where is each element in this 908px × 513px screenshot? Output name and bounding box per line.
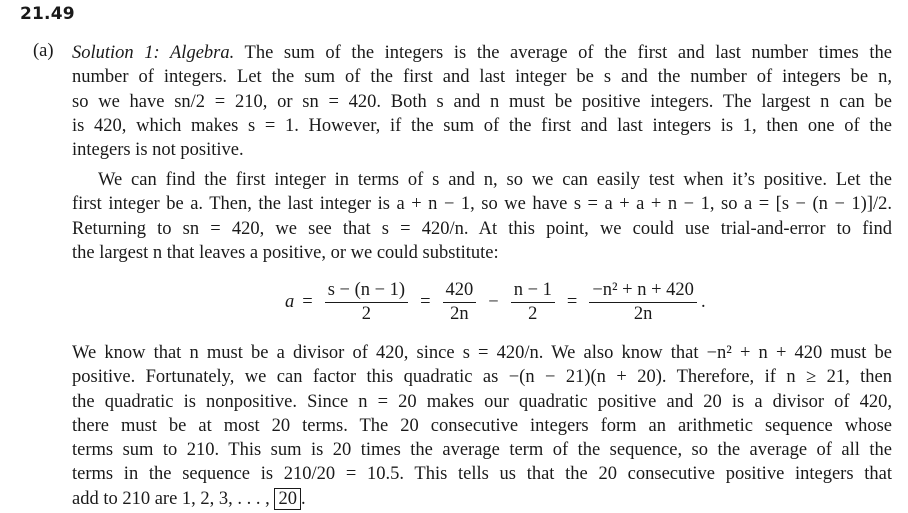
equation-period: . (700, 292, 706, 312)
fraction-4 (589, 280, 697, 325)
fraction-2 (443, 280, 477, 325)
fraction-1-numerator: s − (n − 1) (325, 280, 408, 303)
answer-suffix: . (300, 488, 306, 509)
fraction-3-numerator: n − 1 (511, 280, 555, 303)
paragraph-2-line-1: We can find the first integer in terms of s and n, so we can easily test when it’s positive. Let the (98, 170, 892, 190)
paragraph-3-line-2: positive. Fortunately, we can factor this quadratic as −(n − 21)(n + 20). Therefore, if n ≥ 21, then (72, 367, 892, 388)
boxed-answer: 20 (274, 488, 301, 510)
display-equation (285, 280, 706, 325)
paragraph-1 (72, 41, 892, 162)
paragraph-1-line-4: is 420, which makes s = 1. However, if the sum of the first and last integers is 1, then one of the (72, 115, 892, 136)
fraction-1 (325, 280, 408, 325)
paragraph-1-line-3: so we have sn/2 = 210, or sn = 420. Both s and n must be positive integers. The largest n can be (72, 91, 892, 112)
fraction-4-denominator: 2n (633, 304, 653, 324)
paragraph-2-line-4: the largest n that leaves a positive, or we could substitute: (72, 242, 499, 263)
paragraph-3-line-4: there must be at most 20 terms. The 20 consecutive integers form an arithmetic sequence whose (72, 415, 892, 436)
paragraph-1-line-2: number of integers. Let the sum of the first and last integer be s and the number of integers be n, (72, 67, 892, 88)
paragraph-3-line-7 (72, 487, 892, 511)
paragraph-1-line-1: Solution 1: Algebra. The sum of the integers is the average of the first and last number times the (72, 43, 892, 63)
fraction-2-denominator: 2n (450, 304, 469, 324)
paragraph-2 (72, 168, 892, 265)
equation-equals-3: = (566, 292, 578, 312)
paragraph-3 (72, 341, 892, 511)
part-label: (a) (33, 41, 54, 61)
paragraph-3-line-1: We know that n must be a divisor of 420, since s = 420/n. We also know that −n² + n + 420 must be (72, 343, 892, 363)
paragraph-2-line-2: first integer be a. Then, the last integer is a + n − 1, so we have s = a + a + n − 1, so a = [s − (n − 1)]/2. (72, 194, 892, 215)
answer-prefix: add to 210 are 1, 2, 3, . . . , (72, 488, 275, 509)
fraction-2-numerator: 420 (443, 280, 477, 303)
fraction-1-denominator: 2 (361, 304, 371, 324)
equation-minus: − (488, 292, 499, 312)
fraction-3-denominator: 2 (528, 304, 538, 324)
fraction-3 (511, 280, 555, 325)
equation-equals-2: = (420, 292, 431, 312)
paragraph-1-line-5: integers is not positive. (72, 140, 244, 161)
problem-number: 21.49 (20, 4, 75, 24)
fraction-4-numerator: −n² + n + 420 (589, 280, 697, 303)
paragraph-3-line-5: terms sum to 210. This sum is 20 times the average term of the sequence, so the average of all the (72, 440, 892, 461)
solution-label: Solution 1: Algebra. (72, 43, 235, 63)
paragraph-3-line-3: the quadratic is nonpositive. Since n = 20 makes our quadratic positive and 20 is a divisor of 420, (72, 391, 892, 412)
equation-equals-1: = (302, 292, 313, 312)
paragraph-2-line-3: Returning to sn = 420, we see that s = 420/n. At this point, we could use trial-and-error to find (72, 218, 892, 239)
paragraph-3-line-6: terms in the sequence is 210/20 = 10.5. This tells us that the 20 consecutive positive integers that (72, 464, 892, 485)
equation-lhs: a (285, 292, 295, 312)
